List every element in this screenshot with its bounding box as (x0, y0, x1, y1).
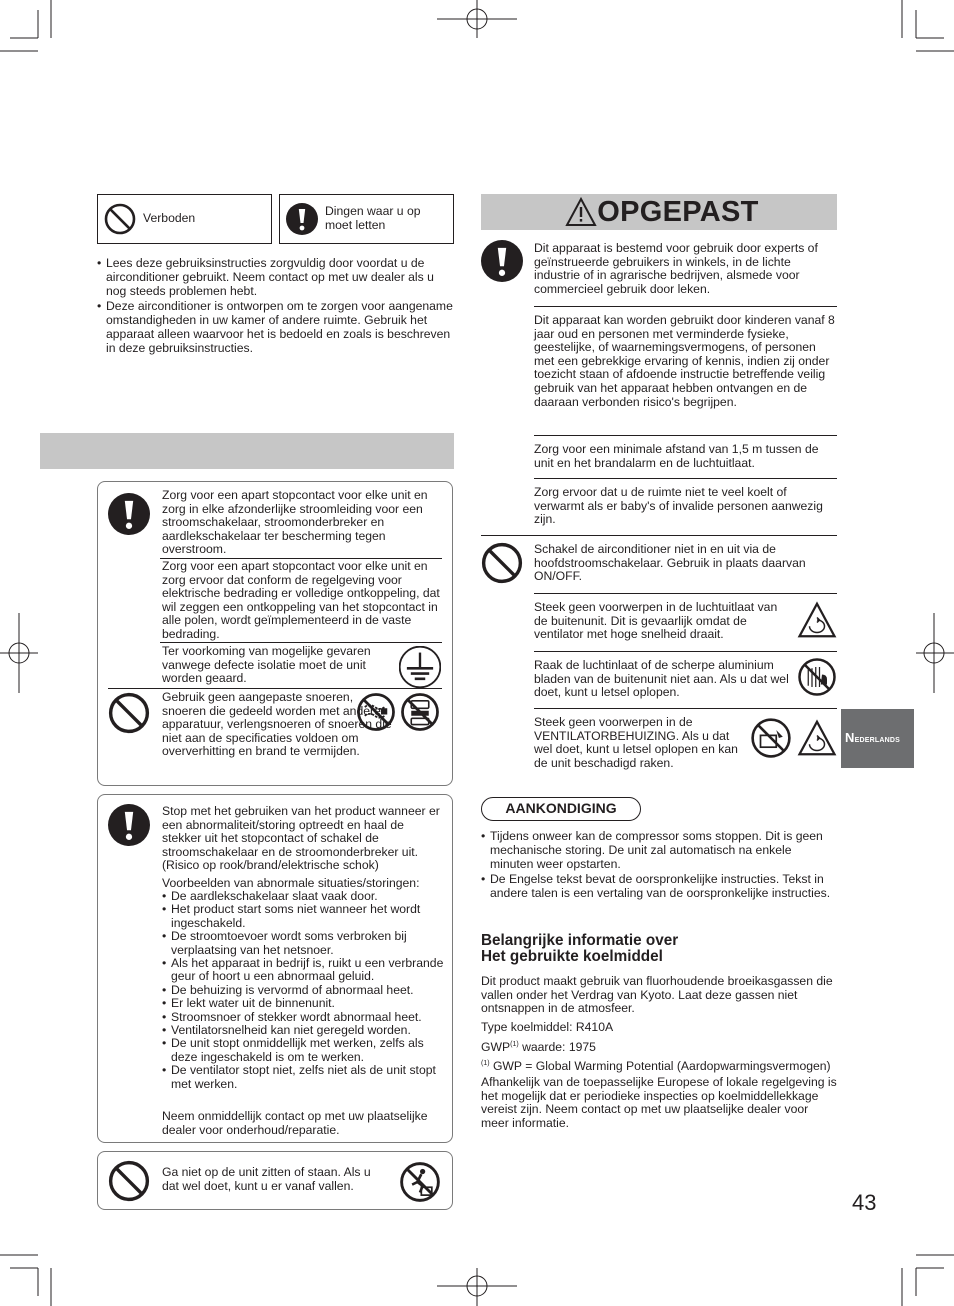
example-item: • Er lekt water uit de binnenunit. (162, 997, 444, 1010)
prohibited-icon (108, 1160, 150, 1202)
caution-title: OPGEPAST (597, 196, 759, 228)
intro-bullets (97, 256, 454, 355)
panel1-text-3: Ter voorkoming van mogelijke gevaren vanwege defecte isolatie moet de unit worden geaard. (162, 644, 371, 686)
panel1-text-4: Gebruik geen aangepaste snoeren, snoeren die gedeeld worden met andere apparatuur, verlengsnoeren of snoeren die niet aan de specificaties voldoen om oververhitting en brand te vermijden. (162, 690, 392, 759)
notice-bullets (481, 829, 831, 900)
language-tab-rest: EDERLANDS (854, 737, 900, 744)
no-shared-socket-icon (400, 692, 440, 732)
caution-text-3: Zorg voor een minimale afstand van 1,5 m tussen de unit en het brandalarm en de luchtuitlaat. (534, 442, 819, 470)
intro-bullet: • Deze airconditioner is ontworpen om te zorgen voor aangename omstandigheden in uw kamer of andere ruimte. Gebruik het apparaat alleen waarvoor het is bedoeld en zoals is beschreven in deze gebruiksinstructies. (97, 299, 454, 356)
gwp-value: waarde: 1975 (518, 1040, 596, 1055)
caution-text-2: Dit apparaat kan worden gebruikt door kinderen vanaf 8 jaar oud en personen met verminderde fysieke, geestelijke, of waarnemingsvermogens, of personen met een gebrekkige ervaring of kennis, indien zij onder toezicht staan of afdoende instructie betreffende veilig gebruik van het apparaat hebben ontvangen en de daaraan verbonden risico's begrijpen. (534, 313, 835, 409)
legend-prohibited-label: Verboden (143, 211, 196, 225)
refrigerant-text-1: Dit product maakt gebruik van fluorhoudende broeikasgassen die vallen onder het Verdrag van Kyoto. Laat deze gassen niet ontsnappen in de atmosfeer. (481, 974, 833, 1016)
refrigerant-text-2: Afhankelijk van de toepasselijke Europese of lokale regelgeving is het mogelijk dat er periodieke inspecties op koelmiddellekkage vereist zijn. Neem contact op met uw plaatselijke dealer voor meer informatie. (481, 1075, 837, 1130)
gwp-sup: (1) (510, 1041, 519, 1048)
legend-attention-label: Dingen waar u op moet letten (325, 204, 421, 232)
refrigerant-footnote (481, 1057, 841, 1074)
example-item: • De unit stopt onmiddellijk met werken, zelfs als deze ingeschakeld is om te werken. (162, 1037, 444, 1064)
exclamation-icon (286, 203, 318, 235)
refrigerant-gwp (481, 1038, 838, 1055)
divider (108, 688, 442, 689)
exclamation-icon (108, 493, 150, 535)
no-touch-fins-icon (797, 657, 837, 697)
caution-text-8: Steek geen voorwerpen in de VENTILATORBEHUIZING. Als u dat wel doet, kunt u letsel oplopen en kan de unit beschadigd raken. (534, 715, 738, 770)
language-tab-initial: N (845, 730, 855, 745)
example-item: • Stroomsnoer of stekker wordt abnormaal heet. (162, 1011, 444, 1024)
no-insert-objects-icon (750, 717, 792, 759)
notice-bullet: • De Engelse tekst bevat de oorspronkelijke instructies. Tekst in andere talen is een vertaling van de oorspronkelijke instructies. (481, 872, 831, 900)
example-item: • De ventilator stopt niet, zelfs niet als de unit stopt met werken. (162, 1064, 444, 1091)
example-item: • Het product start soms niet wanneer het wordt ingeschakeld. (162, 903, 444, 930)
caution-text-5: Schakel de airconditioner niet in en uit via de hoofdstroomschakelaar. Gebruik in plaats daarvan ON/OFF. (534, 542, 806, 584)
page-number: 43 (852, 1190, 877, 1215)
notice-label: AANKONDIGING (481, 797, 641, 821)
divider (481, 535, 837, 536)
intro-bullet: • Lees deze gebruiksinstructies zorgvuldig door voordat u de airconditioner gebruikt. Neem contact op met uw dealer als u nog steeds problemen hebt. (97, 256, 454, 299)
ground-icon (399, 646, 441, 688)
footnote-text: GWP = Global Warming Potential (Aardopwarmingsvermogen) (489, 1059, 831, 1074)
example-item: • De behuizing is vervormd of abnormaal heet. (162, 984, 444, 997)
caution-banner (481, 194, 837, 230)
caution-text-4: Zorg ervoor dat u de ruimte niet te veel koelt of verwarmt als er baby's of invalide personen aanwezig zijn. (534, 485, 823, 527)
divider (534, 306, 837, 307)
panel2-examples-title: Voorbeelden van abnormale situaties/storingen: (162, 876, 420, 890)
footnote-sup: (1) (481, 1060, 490, 1067)
legend-prohibited (97, 194, 272, 244)
legend-attention (279, 194, 454, 244)
divider (534, 593, 837, 594)
example-item: • Ventilatorsnelheid kan niet geregeld worden. (162, 1024, 444, 1037)
example-item: • De aardlekschakelaar slaat vaak door. (162, 890, 444, 903)
rotating-fan-warning-icon (797, 719, 837, 757)
refrigerant-heading-2: Het gebruikte koelmiddel (481, 948, 663, 965)
gwp-label: GWP (481, 1040, 511, 1055)
example-item: • Als het apparaat in bedrijf is, ruikt u een verbrande geur of hoort u een abnormaal geluid. (162, 957, 444, 984)
prohibited-icon (481, 542, 523, 584)
panel2-text-1: Stop met het gebruiken van het product wanneer er een abnormaliteit/storing optreedt en haal de stekker uit het stopcontact of schakel de stroomschakelaar en de stroomonderbreker uit. (Risico op rook/brand/elektrische schok) (162, 804, 440, 873)
panel1-text-2: Zorg voor een apart stopcontact voor elke unit en zorg ervoor dat conform de regelgeving voor elektrische bedrading er volledige ontkoppeling, dat wil zeggen een ontkoppeling van het stopcontact in alle polen, wordt geïmplementeerd in de vaste bedrading. (162, 559, 440, 641)
example-item: • De stroomtoevoer wordt soms verbroken bij verplaatsing van het netsnoer. (162, 930, 444, 957)
language-tab (841, 709, 914, 768)
divider (534, 478, 837, 479)
abnormal-examples-list (162, 890, 444, 1091)
caution-text-1: Dit apparaat is bestemd voor gebruik door experts of geïnstrueerde gebruikers in winkels, in de lichte industrie of in agrarische bedrijven, alsmede voor commercieel gebruik door leken. (534, 241, 818, 296)
no-modified-cord-icon (356, 692, 396, 732)
warning-header-bar (40, 433, 454, 469)
refrigerant-type: Type koelmiddel: R410A (481, 1020, 614, 1034)
caution-text-7: Raak de luchtinlaat of de scherpe aluminium bladen van de buitenunit niet aan. Als u dat wel doet, kunt u letsel oplopen. (534, 658, 789, 700)
divider (534, 708, 837, 709)
prohibited-icon (108, 692, 150, 734)
divider (534, 651, 837, 652)
prohibited-icon (104, 203, 136, 235)
divider (160, 642, 442, 643)
caution-text-6: Steek geen voorwerpen in de luchtuitlaat van de buitenunit. Dit is gevaarlijk omdat de ventilator met hoge snelheid draait. (534, 600, 778, 642)
notice-bullet: • Tijdens onweer kan de compressor soms stoppen. Dit is geen mechanische storing. De unit zal automatisch na enkele minuten weer opstarten. (481, 829, 831, 872)
exclamation-icon (481, 240, 523, 282)
exclamation-icon (108, 804, 150, 846)
refrigerant-heading-1: Belangrijke informatie over (481, 932, 679, 949)
no-climbing-icon (399, 1161, 441, 1203)
rotating-fan-warning-icon (797, 601, 837, 639)
panel3-text: Ga niet op de unit zitten of staan. Als u dat wel doet, kunt u er vanaf vallen. (162, 1165, 371, 1193)
divider (534, 435, 837, 436)
panel1-text-1: Zorg voor een apart stopcontact voor elke unit en zorg in elke afzonderlijke stroomleiding voor een stroomschakelaar, stroomonderbreker en aardlekschakelaar ter bescherming tegen overstroom. (162, 488, 428, 557)
panel2-closing: Neem onmiddellijk contact op met uw plaatselijke dealer voor onderhoud/reparatie. (162, 1109, 428, 1137)
